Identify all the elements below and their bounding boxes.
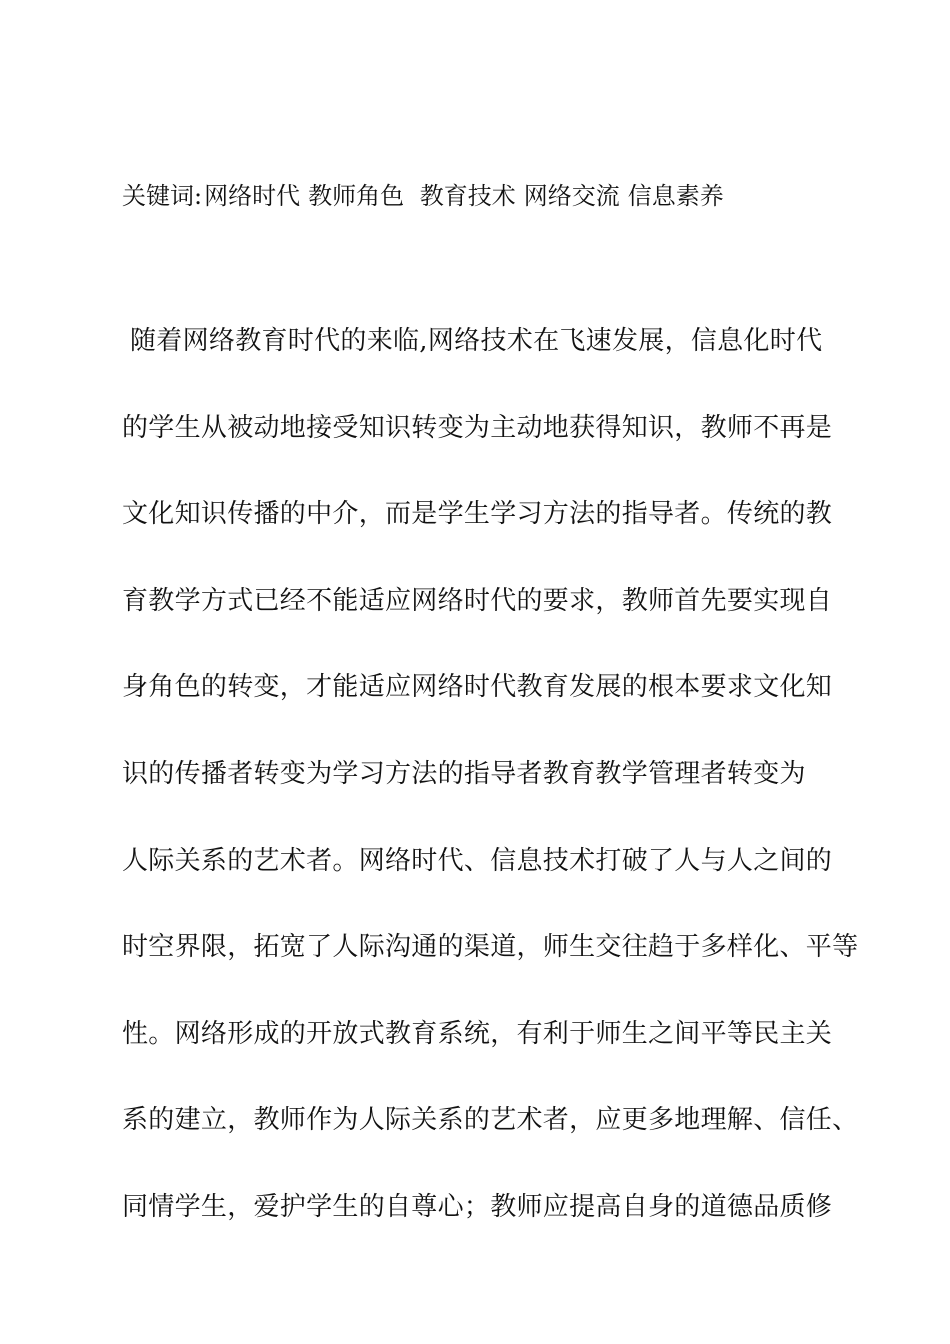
paragraph-line: 育教学方式已经不能适应网络时代的要求，教师首先要实现自 bbox=[122, 585, 833, 616]
body-paragraph bbox=[122, 318, 859, 1271]
paragraph-line: 人际关系的艺术者。网络时代、信息技术打破了人与人之间的 bbox=[122, 845, 833, 876]
paragraph-line: 身角色的转变，才能适应网络时代教育发展的根本要求文化知 bbox=[122, 672, 833, 703]
keyword-term: 网络交流 bbox=[523, 182, 620, 210]
paragraph-line: 随着网络教育时代的来临,网络技术在飞速发展，信息化时代 bbox=[130, 326, 823, 356]
keyword-term: 网络时代 bbox=[204, 182, 301, 210]
paragraph-line: 时空界限，拓宽了人际沟通的渠道，师生交往趋于多样化、平等 bbox=[122, 932, 859, 963]
keywords-label: 关键词: bbox=[122, 182, 203, 210]
paragraph-line: 性。网络形成的开放式教育系统，有利于师生之间平等民主关 bbox=[122, 1018, 833, 1049]
keyword-term: 信息素养 bbox=[627, 182, 724, 210]
paragraph-line: 的学生从被动地接受知识转变为主动地获得知识，教师不再是 bbox=[122, 412, 833, 443]
keywords-line bbox=[122, 176, 822, 216]
keyword-term: 教育技术 bbox=[419, 182, 516, 210]
paragraph-line: 系的建立，教师作为人际关系的艺术者，应更多地理解、信任、 bbox=[122, 1105, 859, 1136]
paragraph-line: 文化知识传播的中介，而是学生学习方法的指导者。传统的教 bbox=[122, 499, 833, 530]
paragraph-line: 同情学生，爱护学生的自尊心；教师应提高自身的道德品质修 bbox=[122, 1191, 833, 1222]
keyword-term: 教师角色 bbox=[308, 182, 405, 210]
paragraph-line: 识的传播者转变为学习方法的指导者教育教学管理者转变为 bbox=[122, 758, 806, 789]
